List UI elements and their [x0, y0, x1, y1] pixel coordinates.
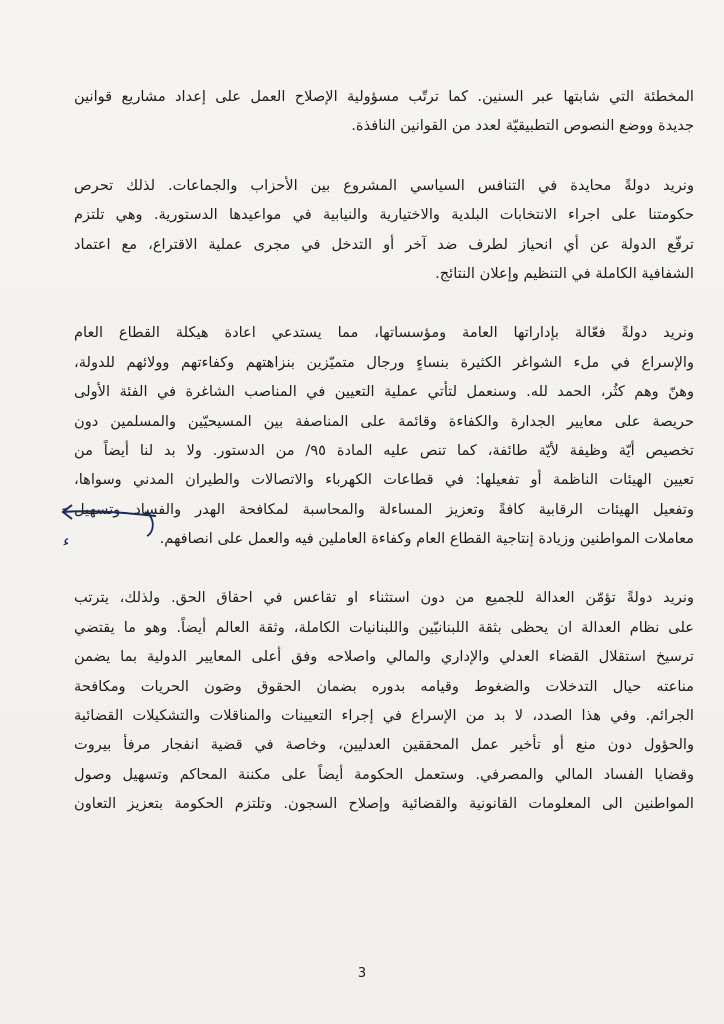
- text-line: جديدة ووضع النصوص التطبيقيّة لعدد من القوانين النافذة.: [351, 117, 694, 135]
- text-line: ونريد دولةً فعّالة بإداراتها العامة ومؤسساتها، مما يستدعي اعادة هيكلة القطاع العام: [74, 324, 694, 342]
- paragraph-2: [74, 171, 694, 289]
- text-line: حكومتنا على اجراء الانتخابات البلدية والاختيارية والنيابية في مواعيدها الدستورية. وهي تلتزم: [74, 206, 694, 224]
- text-line: ترسيخ استقلال القضاء العدلي والإداري والمالي واصلاحه وفق أعلى المعايير الدولية بما يضمن: [74, 648, 694, 666]
- text-line: ترفّع الدولة عن أي انحياز لطرف ضد آخر أو التدخل في مجرى عملية الاقتراع، مع اعتماد: [74, 235, 694, 253]
- insertion-mark-icon: [141, 510, 161, 538]
- text-line: والحؤول دون منع أو تأخير عمل المحققين العدليين، وخاصة في قضية انفجار مرفأ بيروت: [74, 736, 694, 754]
- paragraph-3: [74, 318, 694, 553]
- text-line: مناعته حيال التدخلات والضغوط وقيامه بدوره بضمان الحقوق وصَون الحريات ومكافحة: [74, 677, 694, 695]
- text-line: وهنّ وهم كثُر، الحمد لله. وسنعمل لتأتي عملية التعيين في المناصب الشاغرة في الفئة الأولى: [74, 383, 694, 401]
- text-line: معاملات المواطنين وزيادة إنتاجية القطاع العام وكفاءة العاملين فيه والعمل على انصافهم.: [159, 530, 694, 548]
- text-line: وتفعيل الهيئات الرقابية كافةً وتعزيز المساءلة والمحاسبة لمكافحة الهدر والفساد وتسهيل: [74, 500, 694, 518]
- text-line: المواطنين الى المعلومات القانونية والقضائية وإصلاح السجون. وتلتزم الحكومة بتعزيز التعاون: [74, 795, 694, 813]
- text-line: على نظام العدالة ان يحظى بثقة اللبنانيّين واللبنانيات الكاملة، وثقة العالم أيضاً. وهو ما يقتضي: [74, 618, 694, 636]
- margin-note-line-2: [62, 531, 68, 550]
- document-body: [74, 82, 694, 819]
- text-line: والإسراع في ملء الشواغر الكثيرة بنساءٍ ورجال متميّزين بنزاهتهم وكفاءتهم وولائهم للدولة،: [74, 353, 694, 371]
- handwritten-margin-note: [4, 488, 68, 558]
- text-line: الشفافية الكاملة في التنظيم وإعلان النتائج.: [435, 264, 694, 282]
- page-number: 3: [357, 966, 367, 981]
- text-line: ونريد دولةً تؤمّن العدالة للجميع من دون استثناء او تقاعس في احقاق الحق. ولذلك، يترتب: [74, 589, 694, 607]
- text-line: وقضايا الفساد المالي والمصرفي. وستعمل الحكومة أيضاً على مكننة المحاكم وتسهيل وصول: [74, 765, 694, 783]
- text-line: الجرائم. وفي هذا الصدد، لا بد من الإسراع في إجراء التعيينات والمناقلات والتشكيلات القضائية: [74, 707, 694, 725]
- paragraph-4: [74, 583, 694, 818]
- paragraph-1: [74, 82, 694, 141]
- text-line: المخطئة التي شابتها عبر السنين. كما ترتّب مسؤولية الإصلاح العمل على إعداد مشاريع قوانين: [74, 88, 694, 105]
- text-line: تخصيص أيّة وظيفة لأيّة طائفة، كما تنص عليه المادة ٩٥/ من الدستور. ولا بد لنا أيضاً من: [74, 441, 694, 459]
- text-line: تعيين الهيئات الناظمة أو تفعيلها: في قطاعات الكهرباء والاتصالات والطيران المدني وسواها،: [74, 471, 694, 489]
- text-line: حريصة على معايير الجدارة والكفاءة وقائمة على المناصفة بين المسيحيّين والمسلمين دون: [74, 412, 694, 430]
- text-line: ونريد دولةً محايدة في التنافس السياسي المشروع بين الأحزاب والجماعات. لذلك تحرص: [74, 176, 694, 194]
